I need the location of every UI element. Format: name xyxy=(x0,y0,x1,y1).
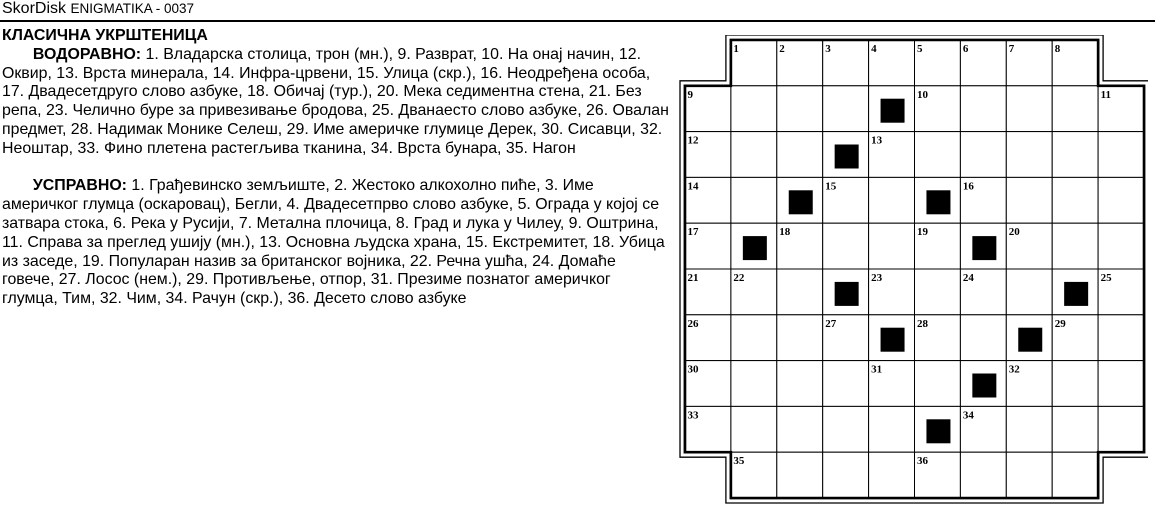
cell-number: 7 xyxy=(1008,43,1015,55)
cell-number: 11 xyxy=(1100,88,1112,101)
grid-cell xyxy=(777,132,823,178)
black-square xyxy=(926,419,950,443)
grid-cell xyxy=(915,132,961,178)
grid-cell xyxy=(731,86,777,132)
grid-cell xyxy=(823,86,869,132)
grid-cell xyxy=(1098,177,1144,223)
across-clues-text: 1. Владарска столица, трон (мн.), 9. Разврат, 10. На онај начин, 12. Оквир, 13. Врста минерала, 14. Инфра-црвени, 15. Улица (скр.), 16. Неодређена особа, 17. Двадесетдруго слово азбуке, 18. Обичај (тур.), 20. Мека седиментна стена, 21. Без репа, 23. Челично буре за привезивање бродова, 25. Дванаесто слово азбуке, 26. Овалан предмет, 28. Надимак Монике Селеш, 29. Име америчке глумице Дерек, 30. Сисавци, 32. Неоштар, 33. Фино плетена растегљива тканина, 34. Врста бунара, 35. Нагон xyxy=(2,45,669,157)
cell-number: 29 xyxy=(1054,317,1066,330)
grid-cell xyxy=(1006,406,1052,452)
grid-cell xyxy=(777,406,823,452)
grid-cell xyxy=(960,315,1006,361)
grid-cell xyxy=(731,177,777,223)
grid-cell xyxy=(1052,177,1098,223)
cell-number: 10 xyxy=(917,88,928,101)
grid-cell xyxy=(915,361,961,407)
cell-number: 24 xyxy=(962,272,974,284)
grid-cell xyxy=(777,269,823,315)
crossword-board xyxy=(678,35,1148,515)
cell-number: 19 xyxy=(917,226,928,239)
grid-cell xyxy=(777,86,823,132)
grid-cell xyxy=(731,132,777,178)
cell-number: 2 xyxy=(779,43,785,55)
cell-number: 12 xyxy=(687,134,699,147)
grid-cell xyxy=(869,223,915,269)
grid-cell xyxy=(823,223,869,269)
cell-number: 21 xyxy=(687,272,699,284)
grid-cell xyxy=(960,132,1006,178)
black-square xyxy=(835,145,859,169)
grid-cell xyxy=(869,452,915,498)
cell-number: 16 xyxy=(962,180,974,193)
grid-cell xyxy=(1006,269,1052,315)
grid-cell xyxy=(1098,223,1144,269)
header-title xyxy=(2,0,194,19)
cell-number: 35 xyxy=(733,455,745,468)
puzzle-code: ENIGMATIKA - 0037 xyxy=(70,1,195,16)
black-square xyxy=(972,374,996,398)
page-header xyxy=(0,0,1155,20)
grid-cell xyxy=(1006,86,1052,132)
grid-cell xyxy=(1098,315,1144,361)
grid-cell xyxy=(823,406,869,452)
black-square xyxy=(743,236,767,260)
grid-cell xyxy=(731,315,777,361)
grid-cell xyxy=(1052,132,1098,178)
across-heading: ВОДОРАВНО: xyxy=(32,45,142,63)
down-heading: УСПРАВНО: xyxy=(32,177,127,195)
cell-number: 33 xyxy=(687,409,699,422)
cell-number: 22 xyxy=(733,272,745,284)
grid-cell xyxy=(960,86,1006,132)
clues-panel xyxy=(2,27,670,309)
grid-cell xyxy=(1006,132,1052,178)
cell-number: 32 xyxy=(1008,363,1020,376)
crossword-grid xyxy=(678,35,1148,515)
grid-cell xyxy=(960,452,1006,498)
cell-number: 26 xyxy=(687,317,699,330)
cell-number: 13 xyxy=(871,134,883,147)
grid-cell xyxy=(1006,452,1052,498)
grid-cell xyxy=(1006,177,1052,223)
cell-number: 8 xyxy=(1054,43,1061,55)
black-square xyxy=(835,282,859,306)
black-square xyxy=(789,190,813,214)
down-clues xyxy=(2,177,670,309)
black-square xyxy=(926,190,950,214)
cell-number: 30 xyxy=(687,363,699,376)
grid-cell xyxy=(915,269,961,315)
grid-cell xyxy=(1052,361,1098,407)
cell-number: 34 xyxy=(962,409,974,422)
cell-number: 9 xyxy=(687,88,693,101)
down-clues-text: 1. Грађевинско земљиште, 2. Жестоко алкохолно пиће, 3. Име америчког глумца (оскаровац), Бегли, 4. Двадесетпрво слово азбуке, 5. Ограда у којој се затвара стока, 6. Река у Русији, 7. Метална плочица, 8. Град и лука у Чилеу, 9. Оштрина, 11. Справа за преглед ушију (мн.), 13. Основна људска храна, 15. Екстремитет, 18. Убица из заседе, 19. Популаран назив за британског војника, 22. Речна ушћа, 24. Домаће говече, 27. Лосос (нем.), 29. Противљење, отпор, 31. Презиме познатог америчког глумца, Тим, 32. Чим, 34. Рачун (скр.), 36. Десето слово азбуке xyxy=(2,177,665,308)
cell-number: 27 xyxy=(825,317,837,330)
grid-cell xyxy=(869,177,915,223)
brand-name: SkorDisk xyxy=(2,0,67,17)
cell-number: 14 xyxy=(687,180,699,193)
grid-cell xyxy=(731,406,777,452)
cell-number: 4 xyxy=(871,43,877,55)
black-square xyxy=(1018,328,1042,352)
cell-number: 31 xyxy=(871,363,883,376)
cell-number: 6 xyxy=(962,43,969,55)
puzzle-title: КЛАСИЧНА УКРШТЕНИЦА xyxy=(2,27,208,44)
grid-cell xyxy=(1052,223,1098,269)
cell-number: 23 xyxy=(871,272,883,284)
black-square xyxy=(881,328,905,352)
black-square xyxy=(1064,282,1088,306)
grid-cell xyxy=(1052,86,1098,132)
grid-cell xyxy=(1052,452,1098,498)
grid-cell xyxy=(823,452,869,498)
grid-cell xyxy=(731,361,777,407)
cell-number: 28 xyxy=(917,317,928,330)
cell-number: 3 xyxy=(825,43,831,55)
cell-number: 36 xyxy=(917,455,928,468)
grid-cell xyxy=(823,361,869,407)
grid-cell xyxy=(1052,406,1098,452)
cell-number: 1 xyxy=(733,43,739,55)
grid-cell xyxy=(777,315,823,361)
cell-number: 5 xyxy=(917,43,923,55)
grid-cell xyxy=(869,406,915,452)
cell-number: 25 xyxy=(1100,272,1112,284)
cell-number: 15 xyxy=(825,180,837,193)
cell-number: 18 xyxy=(779,226,791,239)
header-divider xyxy=(0,20,1155,22)
across-clues xyxy=(2,46,670,159)
grid-cell xyxy=(777,361,823,407)
black-square xyxy=(972,236,996,260)
grid-cell xyxy=(777,452,823,498)
cell-number: 17 xyxy=(687,226,699,239)
cell-number: 20 xyxy=(1008,226,1020,239)
black-square xyxy=(881,99,905,123)
grid-cell xyxy=(1098,132,1144,178)
grid-cell xyxy=(1098,406,1144,452)
grid-cell xyxy=(1098,361,1144,407)
